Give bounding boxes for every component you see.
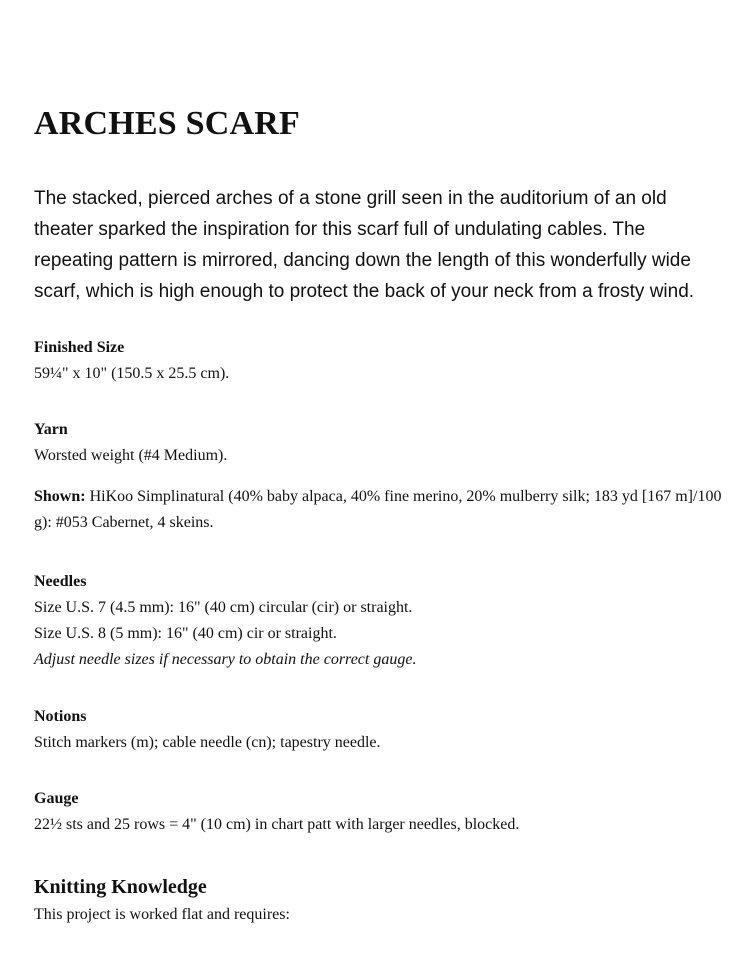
needles-line-2: Size U.S. 8 (5 mm): 16" (40 cm) cir or straight. xyxy=(34,625,337,642)
yarn-shown-section xyxy=(34,484,724,536)
shown-label: Shown: xyxy=(34,488,86,505)
notions-value: Stitch markers (m); cable needle (cn); tapestry needle. xyxy=(34,734,381,751)
gauge-value: 22½ sts and 25 rows = 4" (10 cm) in chart patt with larger needles, blocked. xyxy=(34,816,520,833)
knitting-knowledge-section xyxy=(34,872,724,928)
knitting-knowledge-heading: Knitting Knowledge xyxy=(34,876,207,898)
intro-paragraph: The stacked, pierced arches of a stone grill seen in the auditorium of an old theater sparked the inspiration for this scarf full of undulating cables. The repeating pattern is mirrored, dancing down the length of this wonderfully wide scarf, which is high enough to protect the back of your neck from a frosty wind. xyxy=(34,188,695,302)
yarn-label: Yarn xyxy=(34,421,68,438)
needles-label: Needles xyxy=(34,573,87,590)
gauge-label: Gauge xyxy=(34,790,79,807)
finished-size-value: 59¼" x 10" (150.5 x 25.5 cm). xyxy=(34,365,230,382)
finished-size-label: Finished Size xyxy=(34,339,125,356)
needles-section xyxy=(34,569,724,673)
needles-line-1: Size U.S. 7 (4.5 mm): 16" (40 cm) circular (cir) or straight. xyxy=(34,599,413,616)
shown-value: HiKoo Simplinatural (40% baby alpaca, 40% fine merino, 20% mulberry silk; 183 yd [167 m]/100 g): #053 Cabernet, 4 skeins. xyxy=(34,488,722,531)
yarn-value: Worsted weight (#4 Medium). xyxy=(34,447,228,464)
finished-size-section xyxy=(34,335,724,387)
yarn-section xyxy=(34,417,724,469)
needles-note: Adjust needle sizes if necessary to obtain the correct gauge. xyxy=(34,651,417,668)
knitting-knowledge-value: This project is worked flat and requires: xyxy=(34,906,290,923)
notions-label: Notions xyxy=(34,708,87,725)
gauge-section xyxy=(34,786,724,838)
notions-section xyxy=(34,704,724,756)
page-title: ARCHES SCARF xyxy=(34,105,300,142)
